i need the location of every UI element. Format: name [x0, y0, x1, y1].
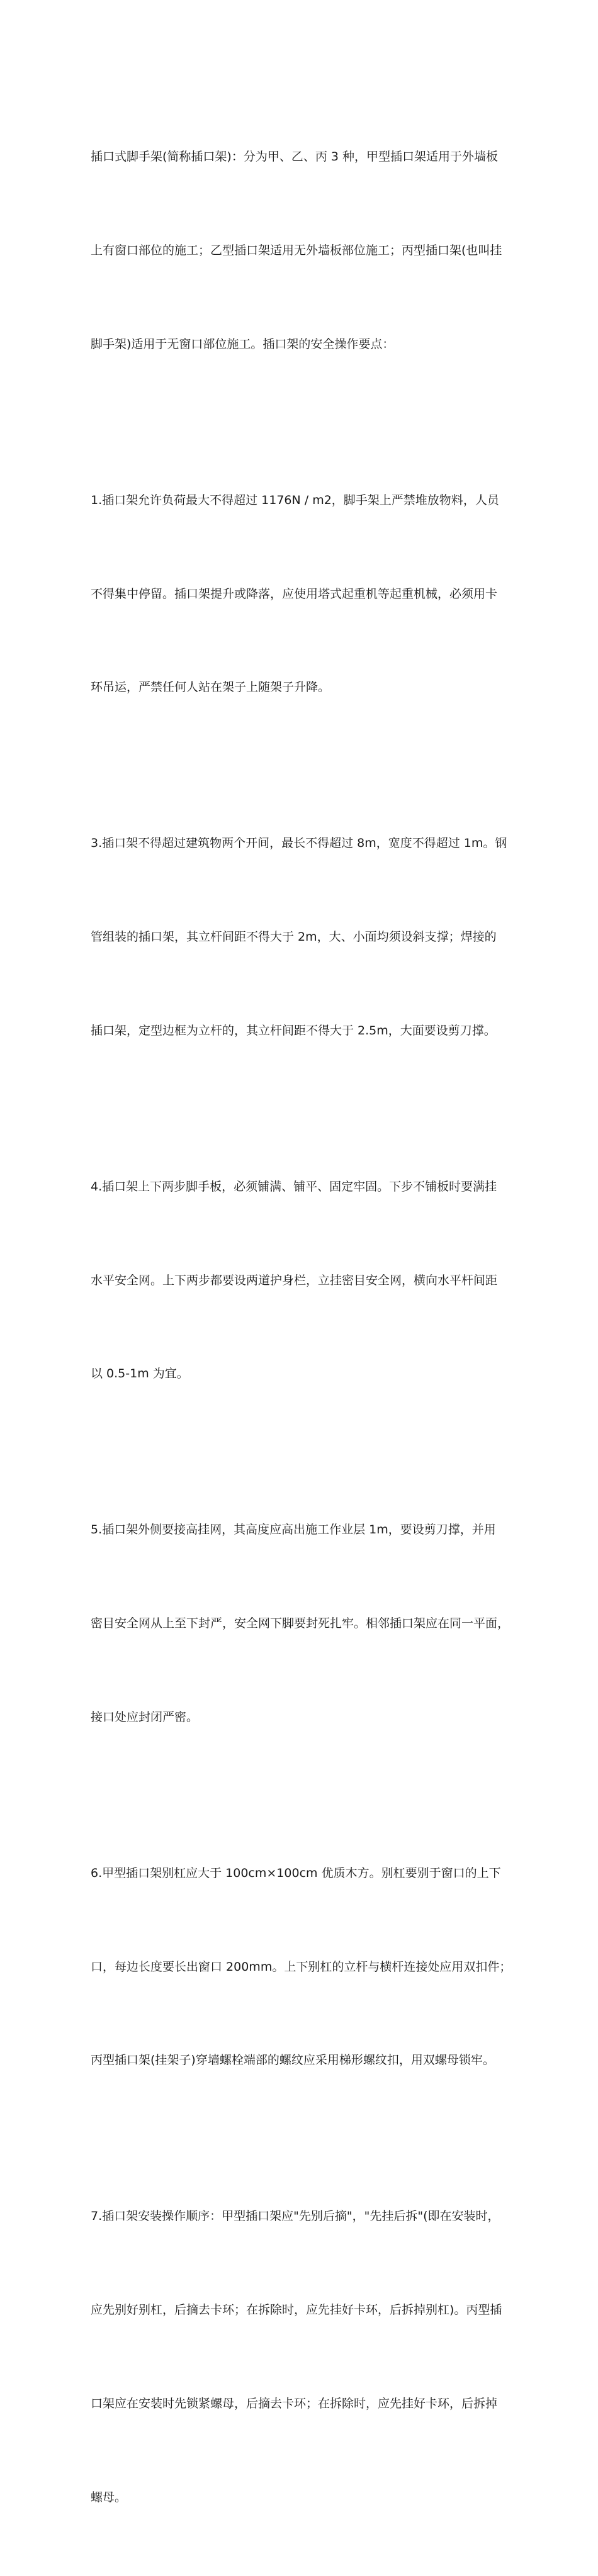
text-line: 口架应在安装时先锁紧螺母，后摘去卡环；在拆除时，应先挂好卡环，后拆掉: [91, 2396, 498, 2411]
text-line: 丙型插口架(挂架子)穿墙螺栓端部的螺纹应采用梯形螺纹扣，用双螺母锁牢。: [91, 2053, 495, 2068]
text-line: 1.插口架允许负荷最大不得超过 1176N / m2，脚手架上严禁堆放物料，人员: [91, 493, 499, 507]
text-line: 水平安全网。上下两步都要设两道护身栏，立挂密目安全网，横向水平杆间距: [91, 1273, 498, 1287]
text-line: 上有窗口部位的施工；乙型插口架适用无外墙板部位施工；丙型插口架(也叫挂: [91, 243, 502, 257]
text-line: 不得集中停留。插口架提升或降落，应使用塔式起重机等起重机械，必须用卡: [91, 586, 498, 601]
text-line: 环吊运，严禁任何人站在架子上随架子升降。: [91, 680, 330, 695]
paragraph-item-7: [91, 2139, 519, 2575]
text-line: 应先别好别杠，后摘去卡环；在拆除时，应先挂好卡环，后拆掉别杠)。丙型插: [91, 2303, 502, 2317]
text-line: 7.插口架安装操作顺序：甲型插口架应"先别后摘"，"先挂后拆"(即在安装时，: [91, 2209, 500, 2224]
text-line: 4.插口架上下两步脚手板，必须铺满、铺平、固定牢固。下步不铺板时要满挂: [91, 1179, 497, 1194]
text-line: 5.插口架外侧要接高挂网，其高度应高出施工作业层 1m，要设剪刀撑，并用: [91, 1523, 496, 1537]
text-line: 3.插口架不得超过建筑物两个开间，最长不得超过 8m，宽度不得超过 1m。钢: [91, 836, 507, 851]
paragraph-item-6: [91, 1796, 519, 2139]
text-line: 插口式脚手架(简称插口架)：分为甲、乙、丙 3 种，甲型插口架适用于外墙板: [91, 150, 498, 164]
text-line: 螺母。: [91, 2490, 127, 2504]
paragraph-item-5: [91, 1452, 519, 1796]
text-line: 密目安全网从上至下封严，安全网下脚要封死扎牢。相邻插口架应在同一平面，: [91, 1616, 510, 1631]
text-line: 管组装的插口架，其立杆间距不得大于 2m，大、小面均须设斜支撑；焊接的: [91, 930, 497, 944]
text-line: 6.甲型插口架别杠应大于 100cm×100cm 优质木方。别杠要别于窗口的上下: [91, 1866, 501, 1880]
text-line: 口，每边长度要长出窗口 200mm。上下别杠的立杆与横杆连接处应用双扣件；: [91, 1959, 512, 1974]
paragraph-item-3: [91, 766, 519, 1109]
document-body: [91, 79, 519, 2576]
paragraph-item-4: [91, 1109, 519, 1453]
paragraph-intro: [91, 79, 519, 423]
text-line: 插口架，定型边框为立杆的，其立杆间距不得大于 2.5m，大面要设剪刀撑。: [91, 1023, 496, 1038]
text-line: 接口处应封闭严密。: [91, 1710, 199, 1724]
paragraph-item-1: [91, 423, 519, 766]
text-line: 以 0.5-1m 为宜。: [91, 1367, 189, 1381]
text-line: 脚手架)适用于无窗口部位施工。插口架的安全操作要点：: [91, 337, 395, 351]
